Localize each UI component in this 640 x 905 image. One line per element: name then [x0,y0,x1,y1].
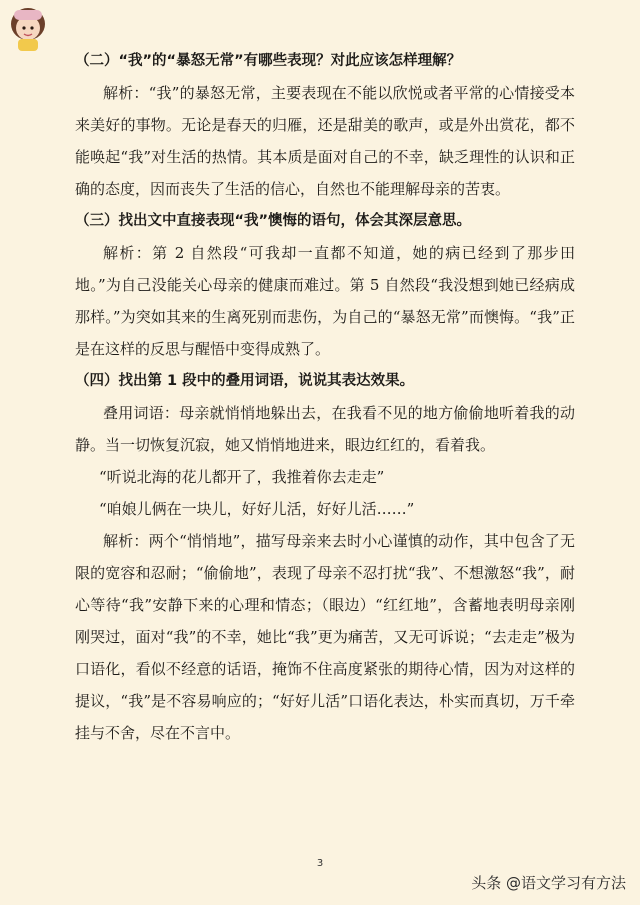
section-heading-2: （二）“我”的“暴怒无常”有哪些表现？对此应该怎样理解？ [75,53,462,69]
cartoon-avatar-icon [6,4,50,52]
page-number: 3 [316,858,324,869]
section-heading-4: （四）找出第 1 段中的叠用词语，说说其表达效果。 [75,373,415,389]
section-4-repeated-words: 叠用词语：母亲就悄悄地躲出去，在我看不见的地方偷偷地听着我的动静。当一切恢复沉寂，她又悄悄地进来，眼边红红的，看着我。 [75,404,575,454]
document-body [75,45,575,749]
section-3-analysis: 解析：第 2 自然段“可我却一直都不知道，她的病已经到了那步田地。”为自己没能关心母亲的健康而难过。第 5 自然段“我没想到她已经病成那样。”为突如其来的生离死别而悲伤，为自己的“暴怒无常”而懊悔。“我”正是在这样的反思与醒悟中变得成熟了。 [75,244,575,358]
section-4-analysis: 解析：两个“悄悄地”，描写母亲来去时小心谨慎的动作，其中包含了无限的宽容和忍耐；“偷偷地”，表现了母亲不忍打扰“我”、不想激怒“我”，耐心等待“我”安静下来的心理和情态；（眼边）“红红地”，含蓄地表明母亲刚刚哭过，面对“我”的不幸，她比“我”更为痛苦，又无可诉说；“去走走”极为口语化，看似不经意的话语，掩饰不住高度紧张的期待心情，因为对这样的提议，“我”是不容易响应的；“好好儿活”口语化表达，朴实而真切，万千牵挂与不舍，尽在不言中。 [75,532,575,742]
source-watermark: 头条 @语文学习有方法 [471,874,626,892]
section-2-analysis: 解析：“我”的暴怒无常，主要表现在不能以欣悦或者平常的心情接受本来美好的事物。无论是春天的归雁，还是甜美的歌声，或是外出赏花，都不能唤起“我”对生活的热情。其本质是面对自己的不幸，缺乏理性的认识和正确的态度，因而丧失了生活的信心，自然也不能理解母亲的苦衷。 [75,84,575,198]
quote-line-1: “听说北海的花儿都开了，我推着你去走走” [99,468,385,486]
section-heading-3: （三）找出文中直接表现“我”懊悔的语句，体会其深层意思。 [75,213,472,229]
quote-line-2: “咱娘儿俩在一块儿，好好儿活，好好儿活……” [99,500,415,518]
